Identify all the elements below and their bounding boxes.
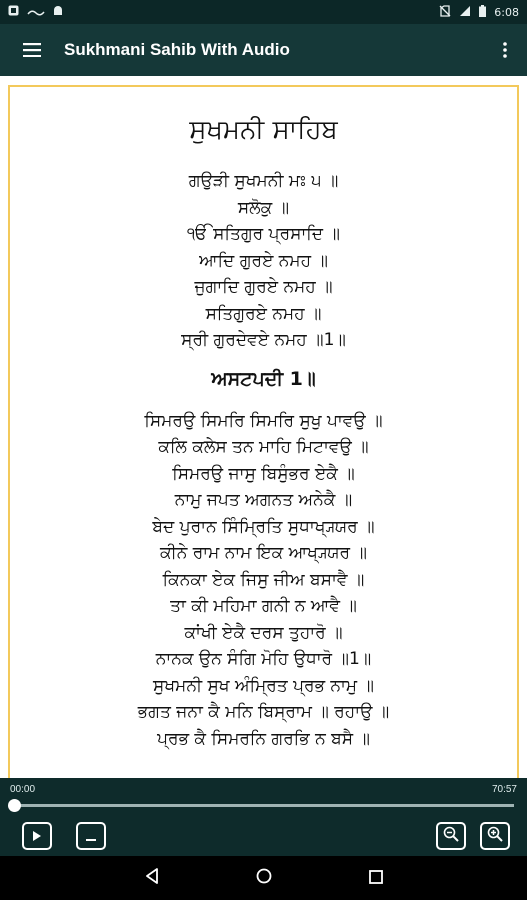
play-button[interactable] (22, 822, 52, 850)
zoom-in-button[interactable] (480, 822, 510, 850)
zoom-out-button[interactable] (436, 822, 466, 850)
stop-button[interactable] (76, 822, 106, 850)
status-time: 6:08 (494, 5, 519, 19)
bani-page (8, 85, 519, 778)
home-icon (256, 868, 272, 888)
zoom-out-icon (443, 826, 459, 846)
app-bar (0, 24, 527, 76)
seek-bar[interactable] (14, 804, 514, 807)
verse-line: ਪ੍ਰਭ ਕੈ ਸਿਮਰਨਿ ਗਰਭਿ ਨ ਬਸੈ ॥ (157, 728, 370, 749)
more-vert-icon[interactable] (483, 24, 527, 76)
system-nav-bar (0, 856, 527, 900)
back-button[interactable] (96, 856, 208, 900)
verse-line: ਕਿਨਕਾ ਏਕ ਜਿਸੁ ਜੀਅ ਬਸਾਵੈ ॥ (162, 569, 365, 590)
intro-line: ਸਲੋਕੁ ॥ (237, 197, 290, 218)
verse-line: ਸੁਖਮਨੀ ਸੁਖ ਅੰਮ੍ਰਿਤ ਪ੍ਰਭ ਨਾਮੁ ॥ (153, 675, 374, 696)
intro-line: ਗਉੜੀ ਸੁਖਮਨੀ ਮਃ ੫ ॥ (188, 171, 339, 191)
more-notifications-icon (27, 6, 45, 19)
stop-icon (85, 827, 97, 846)
home-button[interactable] (208, 856, 320, 900)
bani-content-scroll[interactable] (0, 76, 527, 778)
section-heading: ਅਸਟਪਦੀ 1॥ (211, 367, 316, 390)
verse-line: ਨਾਮੁ ਜਪਤ ਅਗਨਤ ਅਨੇਕੈ ॥ (174, 490, 353, 510)
intro-line: ਸ੍ਰੀ ਗੁਰਦੇਵਏ ਨਮਹ ॥1॥ (181, 330, 346, 350)
status-bar (0, 0, 527, 24)
bani-title: ਸੁਖਮਨੀ ਸਾਹਿਬ (189, 115, 338, 145)
verse-line: ਕਲਿ ਕਲੇਸ ਤਨ ਮਾਹਿ ਮਿਟਾਵਉ ॥ (158, 437, 369, 457)
verse-line: ਸਿਮਰਉ ਜਾਸੁ ਬਿਸੁੰਭਰ ਏਕੈ ॥ (172, 463, 355, 484)
recents-icon (369, 869, 383, 888)
verse-line: ਨਾਨਕ ਉਨ ਸੰਗਿ ਮੋਹਿ ਉਧਾਰੋ ॥1॥ (155, 649, 372, 669)
intro-line: ਜੁਗਾਦਿ ਗੁਰਏ ਨਮਹ ॥ (194, 277, 333, 297)
intro-line: ਸਤਿਗੁਰਏ ਨਮਹ ॥ (205, 303, 322, 324)
verse-line: ਬੇਦ ਪੁਰਾਨ ਸਿੰਮ੍ਰਿਤਿ ਸੁਧਾਖ੍ਯ੍ਯਰ ॥ (152, 516, 375, 537)
status-left-icons (8, 5, 63, 19)
status-right-icons (439, 5, 519, 20)
elapsed-time: 00:00 (10, 784, 36, 795)
back-icon (145, 868, 159, 888)
battery-icon (479, 5, 486, 20)
no-sim-icon (439, 5, 451, 20)
intro-line: ਆਦਿ ਗੁਰਏ ਨਮਹ ॥ (199, 250, 328, 271)
intro-line: ੴ ਸਤਿਗੁਰ ਪ੍ਰਸਾਦਿ ॥ (187, 224, 340, 244)
hamburger-menu-icon[interactable] (0, 24, 64, 76)
verse-line: ਕੀਨੇ ਰਾਮ ਨਾਮ ਇਕ ਆਖ੍ਯ੍ਯਰ ॥ (160, 543, 367, 563)
android-icon (53, 5, 63, 19)
verse-line: ਕਾਂਖੀ ਏਕੈ ਦਰਸ ਤੁਹਾਰੋ ॥ (184, 622, 343, 643)
signal-icon (459, 5, 471, 20)
notification-app-icon (8, 5, 19, 19)
verse-line: ਤਾ ਕੀ ਮਹਿਮਾ ਗਨੀ ਨ ਆਵੈ ॥ (170, 596, 357, 616)
total-time: 70:57 (491, 784, 517, 795)
zoom-in-icon (487, 826, 503, 846)
app-title: Sukhmani Sahib With Audio (64, 40, 290, 59)
audio-player (0, 778, 527, 856)
play-icon (32, 827, 42, 846)
recents-button[interactable] (320, 856, 432, 900)
verse-line: ਸਿਮਰਉ ਸਿਮਰਿ ਸਿਮਰਿ ਸੁਖੁ ਪਾਵਉ ॥ (144, 410, 383, 431)
verse-line: ਭਗਤ ਜਨਾ ਕੈ ਮਨਿ ਬਿਸ੍ਰਾਮ ॥ ਰਹਾਉ ॥ (137, 702, 390, 722)
seek-thumb[interactable] (8, 799, 21, 812)
